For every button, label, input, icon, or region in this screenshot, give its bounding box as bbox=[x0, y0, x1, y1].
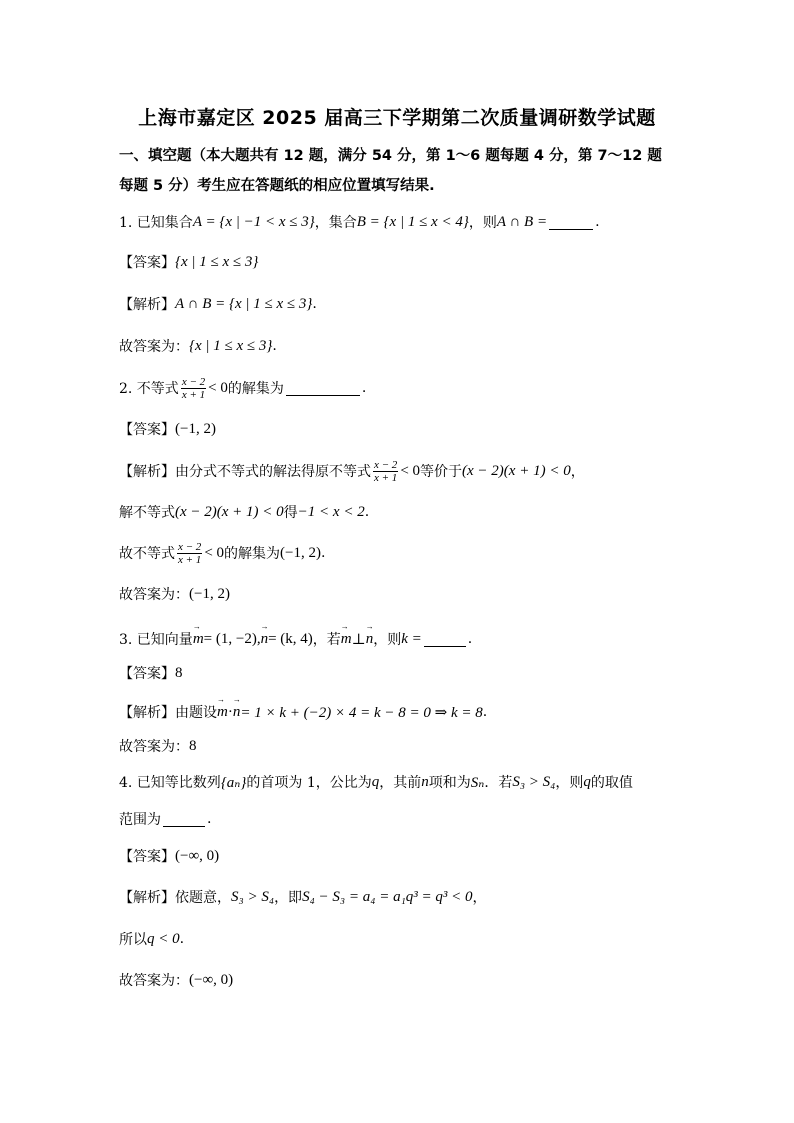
vector-m: → m bbox=[193, 631, 204, 648]
q3-conclusion: 故答案为： 8 bbox=[119, 737, 197, 755]
answer-blank bbox=[549, 215, 593, 230]
q2-fraction: $\frac{x - 2}{x + 1}$ bbox=[181, 375, 206, 401]
q2-analysis-2: 解不等式 (x − 2)(x + 1) < 0 得 −1 < x < 2 . bbox=[119, 503, 370, 521]
q1-stem: 1. 已知集合 A = {x | −1 < x ≤ 3} ，集合 B = {x | 1 ≤ x < 4} ，则 A ∩ B = . bbox=[119, 213, 600, 231]
answer-blank bbox=[424, 632, 466, 647]
q4-answer: 【答案】 (−∞, 0) bbox=[119, 847, 220, 865]
section-header-line-2: 每题 5 分）考生应在答题纸的相应位置填写结果. bbox=[119, 178, 435, 194]
q1-conclusion: 故答案为： {x | 1 ≤ x ≤ 3} . bbox=[119, 337, 277, 355]
section-header-line-1: 一、填空题（本大题共有 12 题，满分 54 分，第 1～6 题每题 4 分，第 7～12 题 bbox=[119, 148, 662, 164]
q1-set-a: A = {x | −1 < x ≤ 3} bbox=[192, 213, 315, 230]
q2-analysis-1: 【解析】 由分式不等式的解法得原不等式 $\frac{x - 2}{x + 1}$ < 0 等价于 (x − 2)(x + 1) < 0 ， bbox=[119, 458, 585, 484]
q2-stem: 2. 不等式 $\frac{x - 2}{x + 1}$ < 0 的解集为 . bbox=[119, 375, 367, 401]
answer-blank bbox=[163, 812, 205, 827]
answer-blank bbox=[286, 381, 360, 396]
q1-set-b: B = {x | 1 ≤ x < 4} bbox=[356, 213, 469, 230]
q2-analysis-3: 故不等式 $\frac{x - 2}{x + 1}$ < 0 的解集为 (−1, 2) . bbox=[119, 540, 326, 566]
q4-analysis-1: 【解析】 依题意， S₃ > S₄ ，即 S₄ − S₃ = a₄ = a₁q³ = q³ < 0 ， bbox=[119, 888, 487, 906]
q4-conclusion: 故答案为： (−∞, 0) bbox=[119, 971, 234, 989]
q3-answer: 【答案】 8 bbox=[119, 664, 183, 682]
q4-stem-1: 4. 已知等比数列 {aₙ} 的首项为 1，公比为 q ，其前 n 项和为 Sₙ ．若 S₃ > S₄ ，则 q 的取值 bbox=[119, 773, 633, 791]
q1-answer: 【答案】 {x | 1 ≤ x ≤ 3} bbox=[119, 253, 259, 271]
q4-stem-2: 范围为 . bbox=[119, 811, 212, 828]
q3-stem: 3. 已知向量 → m = (1, −2), → n = (k, 4) ，若 → m ⊥ → n ，则 k = . bbox=[119, 625, 699, 653]
q2-conclusion: 故答案为： (−1, 2) bbox=[119, 585, 230, 603]
q4-analysis-2: 所以 q < 0 . bbox=[119, 930, 185, 948]
q1-analysis: 【解析】 A ∩ B = {x | 1 ≤ x ≤ 3} . bbox=[119, 295, 317, 313]
q2-answer: 【答案】 (−1, 2) bbox=[119, 420, 216, 438]
vector-n: → n bbox=[261, 631, 269, 648]
q3-analysis: 【解析】 由题设 → m · → n = 1 × k + (−2) × 4 = k − 8 = 0 ⇒ k = 8 . bbox=[119, 698, 699, 726]
document-title: 上海市嘉定区 2025 届高三下学期第二次质量调研数学试题 bbox=[138, 107, 656, 129]
